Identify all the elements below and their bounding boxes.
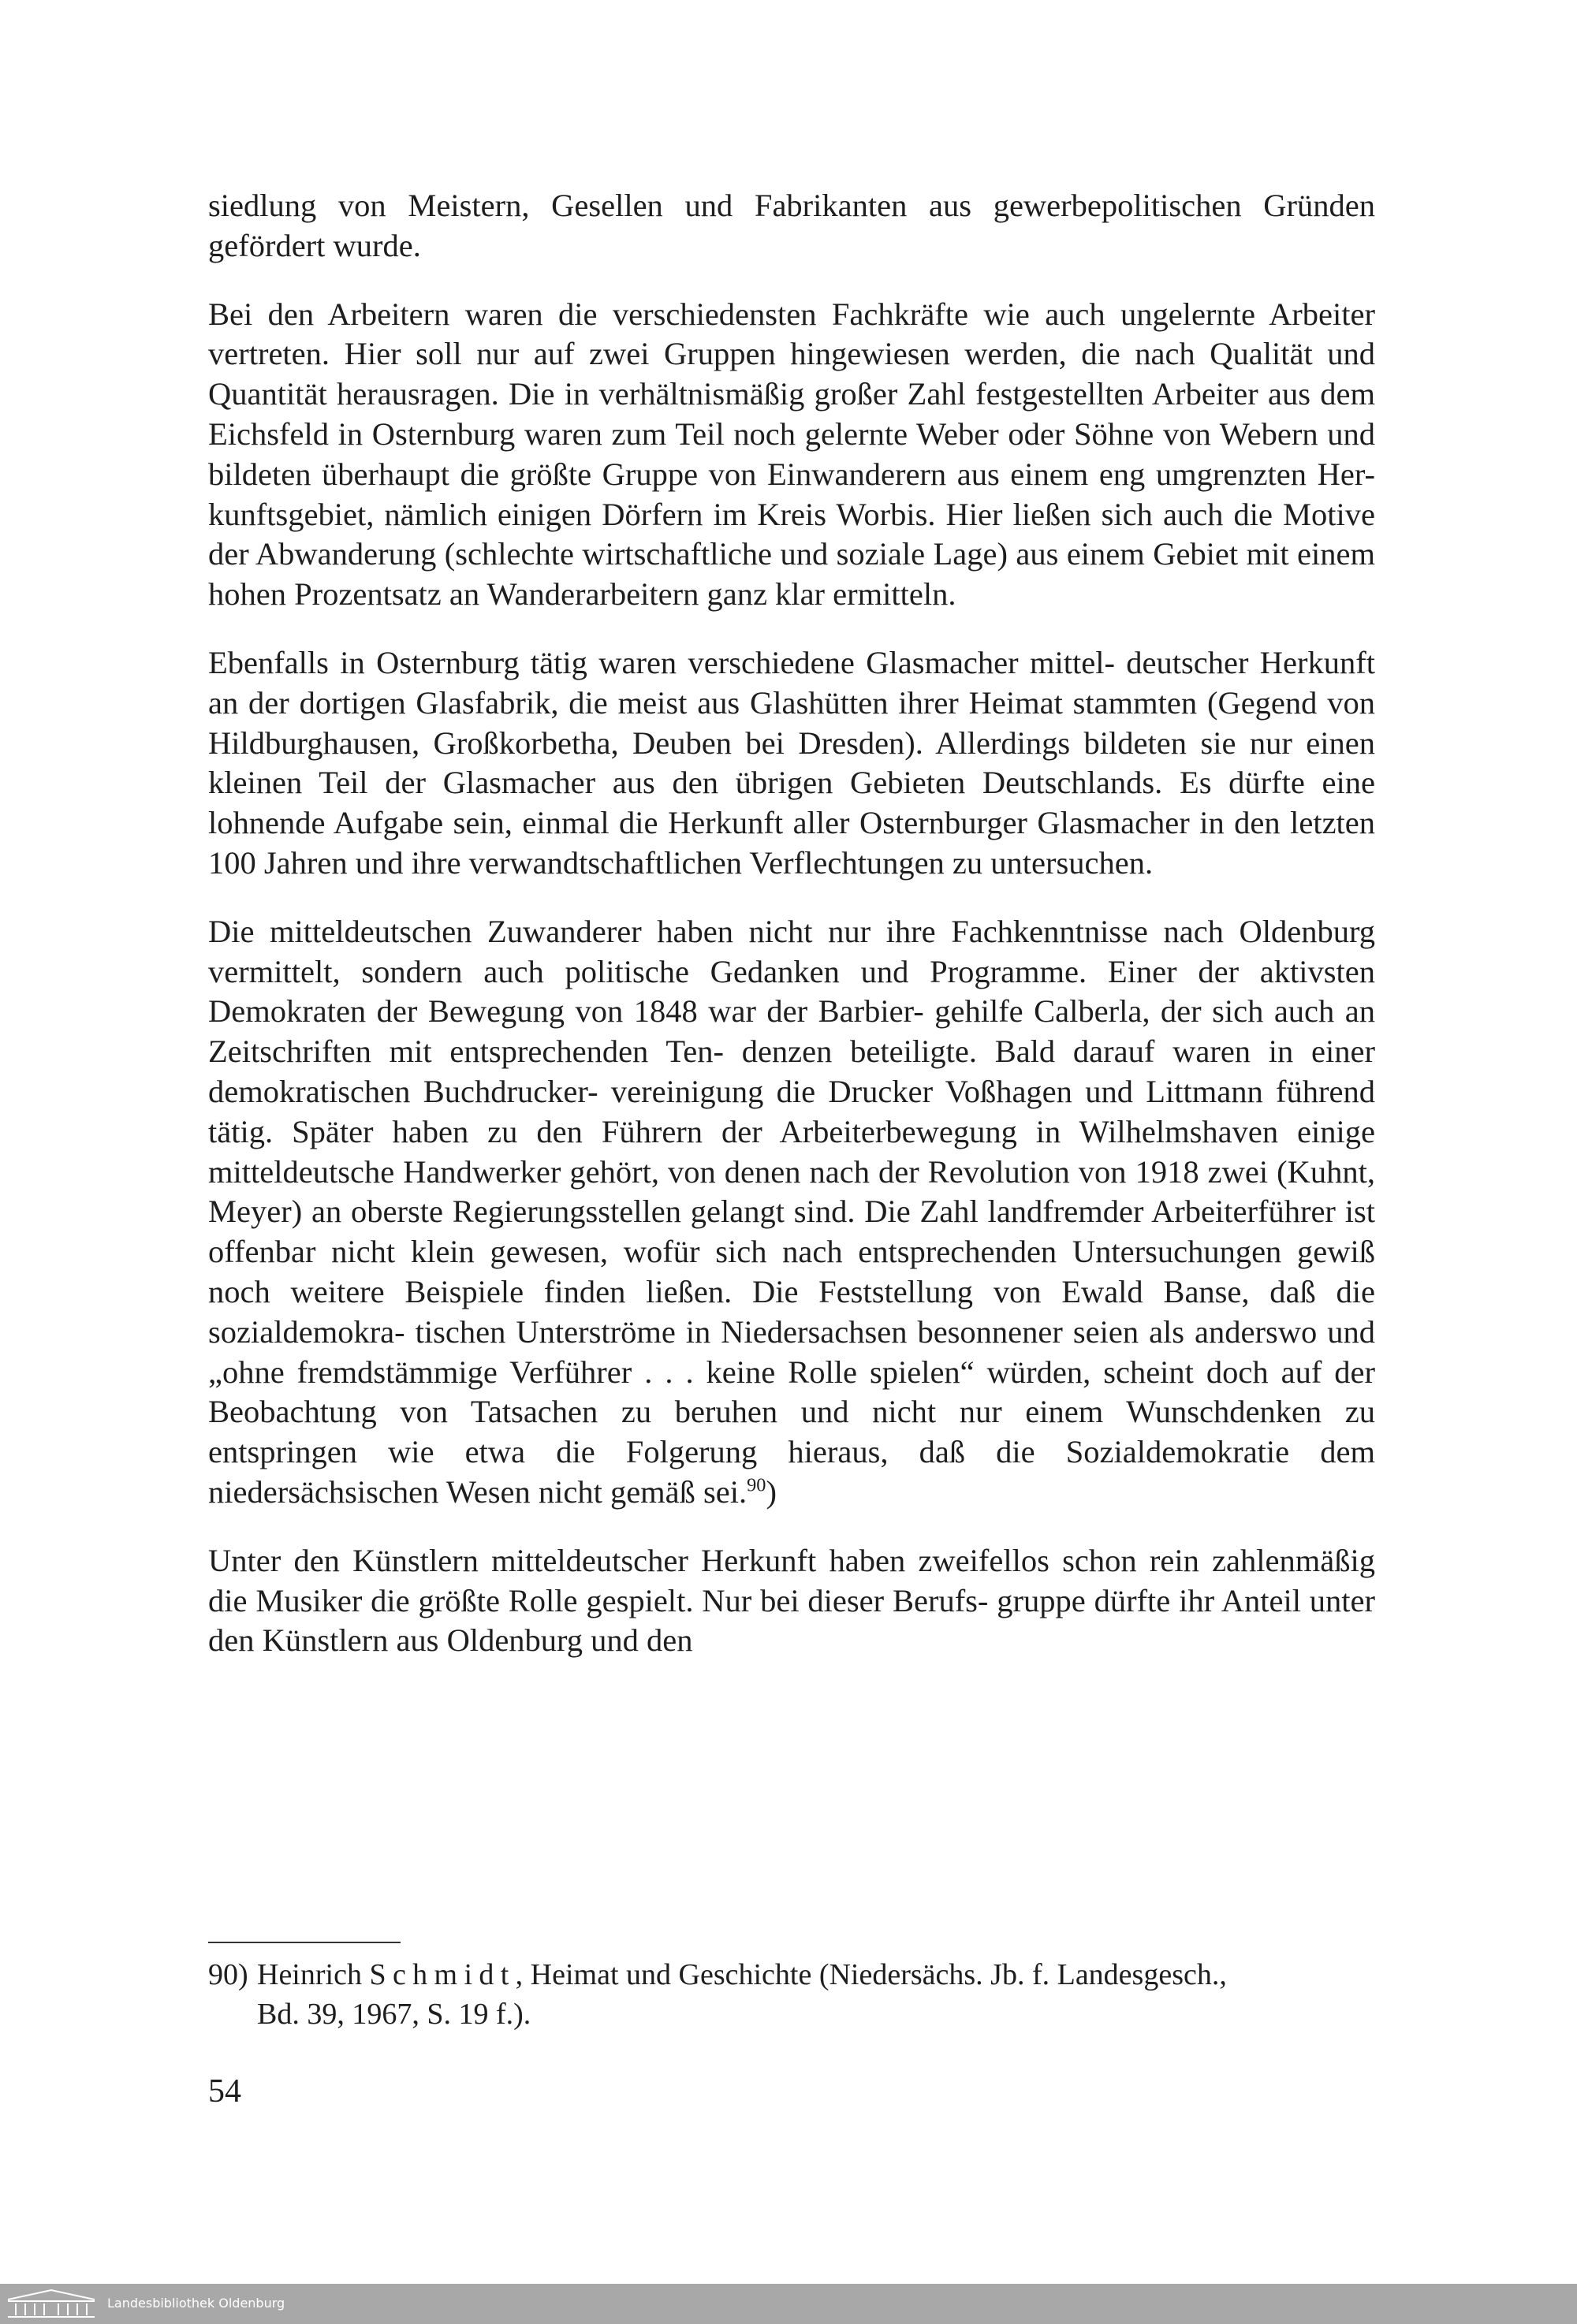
library-building-icon <box>5 2287 98 2320</box>
footnote-citation: , Heimat und Geschichte (Niedersächs. Jb. f. Landesgesch., <box>515 1958 1227 1991</box>
text-line: scheint doch auf der Beobachtung von Tatsachen zu beruhen und nicht nur <box>208 1354 1376 1430</box>
text-line: einem Wunschdenken zu entspringen wie etwa die Folgerung hieraus, daß <box>208 1394 1376 1470</box>
footnote-marker: 90) <box>208 1958 248 1991</box>
footnote-reference-paren: ) <box>766 1473 777 1510</box>
text-line: die nach Qualität und Quantität herausragen. Die in verhältnismäßig großer <box>208 336 1376 412</box>
footnote-author-last: Schmidt <box>369 1958 516 1991</box>
text-line: auch die Motive der Abwanderung (schlechte wirtschaftliche und soziale <box>208 496 1376 572</box>
text-line: sich nach entsprechenden Untersuchungen gewiß noch weitere Beispiele <box>208 1234 1375 1309</box>
text-line: 1918 zwei (Kuhnt, Meyer) an oberste Regierungsstellen gelangt sind. Die <box>208 1153 1375 1230</box>
text-line: Unter den Künstlern mitteldeutscher Herkunft haben zweifellos schon rein <box>208 1542 1199 1578</box>
paragraph-3 <box>208 643 1375 884</box>
footnote-90 <box>208 1955 1375 2034</box>
text-line: die Sozialdemokratie dem niedersächsischen Wesen nicht gemäß sei. <box>208 1434 1375 1510</box>
text-line: Bei den Arbeitern waren die verschiedensten Fachkräfte wie auch ungelernte <box>208 296 1255 332</box>
text-line: untersuchen. <box>990 844 1154 881</box>
text-line: Aufgabe sein, einmal die Herkunft aller Osternburger Glasmacher in den <box>333 805 1281 841</box>
text-line: Lage) aus einem Gebiet mit einem hohen Prozentsatz an Wanderarbeitern <box>208 536 1375 613</box>
library-name: Landesbibliothek Oldenburg <box>107 2296 285 2311</box>
text-line: gehilfe Calberla, der sich auch an Zeitschriften mit entsprechenden Ten- <box>208 993 1375 1070</box>
text-line: deutscher Herkunft an der dortigen Glasfabrik, die meist aus Glashütten <box>208 644 1375 721</box>
page-number: 54 <box>208 2073 241 2110</box>
text-line: Zahl festgestellten Arbeiter aus dem Eichsfeld in Osternburg waren zum <box>208 376 1375 452</box>
library-footer-bar <box>0 2284 1577 2324</box>
text-line: die größte Gruppe von Einwanderern aus einem eng umgrenzten Her- <box>460 456 1375 492</box>
text-line: Gründen gefördert wurde. <box>208 188 1375 263</box>
text-line: zahlenmäßig die Musiker die größte Rolle gespielt. Nur bei dieser Berufs- <box>208 1542 1375 1618</box>
footnote-author-first: Heinrich <box>257 1958 362 1991</box>
text-line: Zahl landfremder Arbeiterführer ist offenbar nicht klein gewesen, wofür <box>208 1194 1375 1270</box>
text-line: „ohne fremdstämmige Verführer . . . keine Rolle spielen“ würden, <box>208 1354 1091 1390</box>
text-line: Einer der aktivsten Demokraten der Bewegung von 1848 war der Barbier- <box>208 953 1376 1030</box>
footnote-line-2: Bd. 39, 1967, S. 19 f.). <box>257 1998 531 2031</box>
text-line: siedlung von Meistern, Gesellen und Fabrikanten aus gewerbepolitischen <box>208 188 1242 223</box>
paragraph-4 <box>208 912 1375 1513</box>
text-line: haben zu den Führern der Arbeiterbewegung in Wilhelmshaven einige <box>392 1113 1376 1149</box>
text-line: Deuben bei Dresden). Allerdings bildeten sie nur einen kleinen Teil der <box>208 724 1376 801</box>
footnote-divider <box>208 1942 401 1943</box>
text-line: Glasmacher aus den übrigen Gebieten Deutschlands. Es dürfte eine lohnende <box>208 765 1375 841</box>
text-line: tischen Unterströme in Niedersachsen besonnener seien als anderswo und <box>415 1313 1376 1350</box>
text-line: letzten 100 Jahren und ihre verwandtschaftlichen Verflechtungen zu <box>208 805 1376 881</box>
paragraph-5 <box>208 1541 1375 1661</box>
text-line: gruppe dürfte ihr Anteil unter den Künstlern aus Oldenburg und den <box>208 1582 1376 1659</box>
text-line: mitteldeutsche Handwerker gehört, von denen nach der Revolution von <box>208 1153 1127 1190</box>
text-line: Ebenfalls in Osternburg tätig waren verschiedene Glasmacher mittel- <box>208 644 1115 680</box>
text-line: Die mitteldeutschen Zuwanderer haben nicht nur ihre Fachkenntnisse nach <box>208 913 1224 949</box>
text-line: Oldenburg vermittelt, sondern auch politische Gedanken und Programme. <box>208 913 1375 989</box>
body-text <box>208 186 1375 1661</box>
text-line: finden ließen. Die Feststellung von Ewald Banse, daß die sozialdemokra- <box>208 1273 1375 1350</box>
text-line: kunftsgebiet, nämlich einigen Dörfern im Kreis Worbis. Hier ließen sich <box>208 496 1153 532</box>
footnote-line-1 <box>208 1955 1375 1994</box>
footnote-reference: 90 <box>747 1474 766 1496</box>
text-line: denzen beteiligte. Bald darauf waren in einer demokratischen Buchdrucker- <box>208 1034 1375 1109</box>
text-line: Arbeiter vertreten. Hier soll nur auf zwei Gruppen hingewiesen werden, <box>208 296 1375 372</box>
text-line: ihrer Heimat stammten (Gegend von Hildburghausen, Großkorbetha, <box>208 684 1375 761</box>
paragraph-1 <box>208 186 1375 266</box>
paragraph-2 <box>208 295 1375 615</box>
text-line: Teil noch gelernte Weber oder Söhne von Webern und bildeten überhaupt <box>208 415 1375 492</box>
text-line: vereinigung die Drucker Voßhagen und Littmann führend tätig. Später <box>208 1073 1376 1149</box>
text-line: ganz klar ermitteln. <box>706 576 956 613</box>
